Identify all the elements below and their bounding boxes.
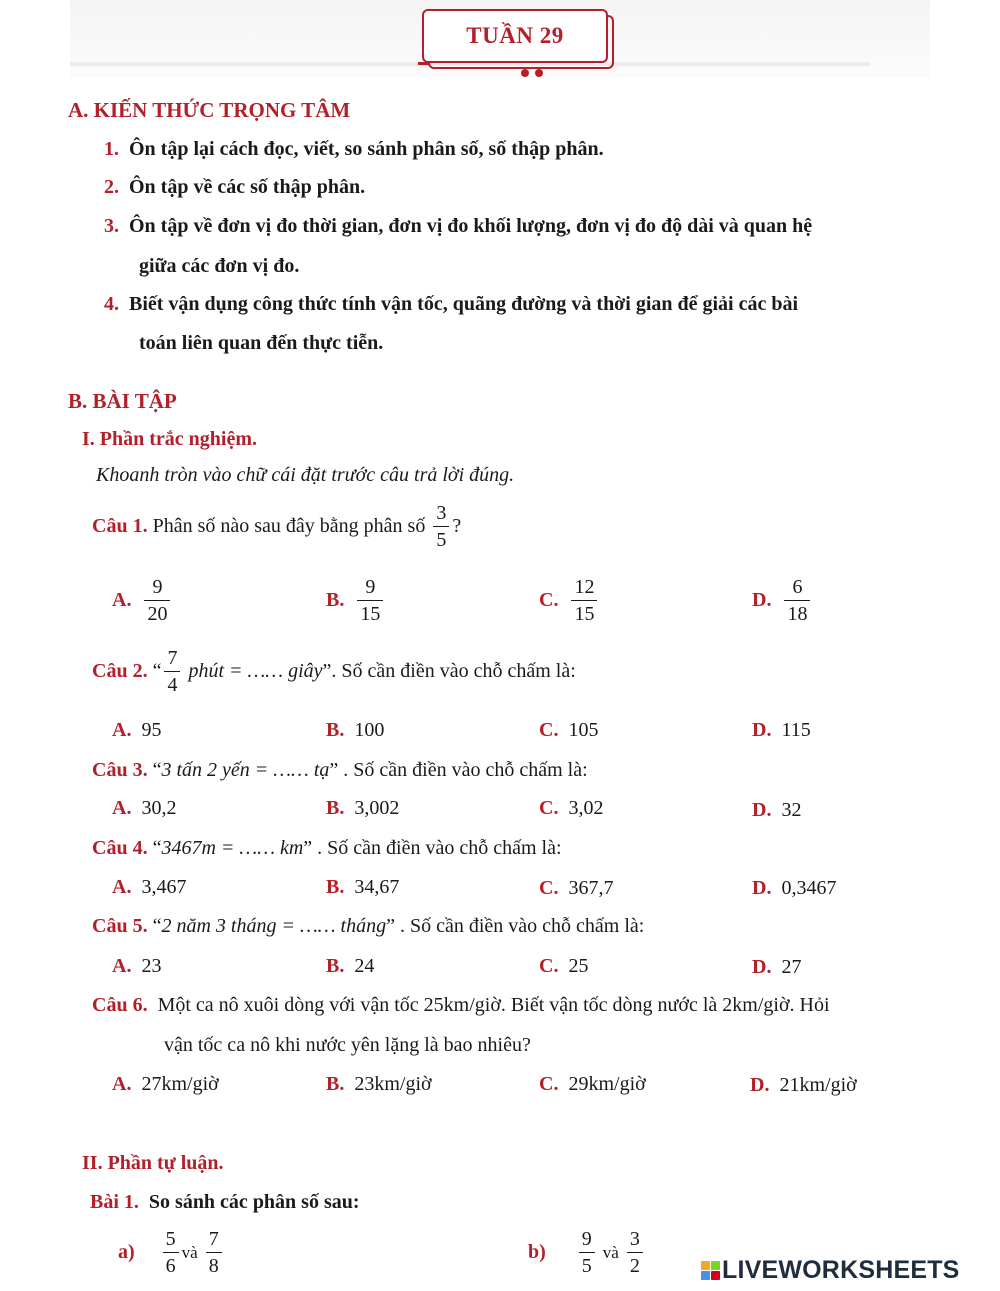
- answer-option-a[interactable]: A. 95: [112, 719, 162, 741]
- answer-option-d[interactable]: D. 27: [752, 956, 802, 978]
- exercise-1a: a) $\frac{5}{6}$ và $\frac{7}{8}$: [118, 1229, 225, 1276]
- title-decoration-line: [418, 62, 430, 65]
- answer-option-c[interactable]: C. 3,02: [539, 797, 604, 819]
- section-a-heading: A. KIẾN THỨC TRỌNG TÂM: [68, 98, 351, 122]
- answer-option-a[interactable]: A. 3,467: [112, 876, 187, 898]
- liveworksheets-icon: [701, 1261, 720, 1280]
- answer-option-c[interactable]: C. 105: [539, 719, 599, 741]
- answer-option-d[interactable]: D. 0,3467: [752, 877, 837, 899]
- list-item: 2. Ôn tập về các số thập phân.: [104, 176, 366, 198]
- question-2: Câu 2. “ $\frac{7}{4}$ phút = …… giây ”. Số cần điền vào chỗ chấm là:: [92, 647, 576, 696]
- liveworksheets-logo: LIVEWORKSHEETS: [701, 1256, 960, 1285]
- answer-option-d[interactable]: D. 115: [752, 719, 811, 741]
- answer-option-b[interactable]: B. 3,002: [326, 797, 400, 819]
- answer-option-c[interactable]: C. 25: [539, 955, 589, 977]
- exercise-1b: b) $\frac{9}{5}$ và $\frac{3}{2}$: [528, 1229, 646, 1276]
- answer-option-a[interactable]: A. 27km/giờ: [112, 1073, 219, 1095]
- answer-option-d[interactable]: D. $\frac{6}{18}$: [752, 577, 813, 624]
- answer-option-d[interactable]: D. 21km/giờ: [750, 1074, 857, 1096]
- question-5: Câu 5. “2 năm 3 tháng = …… tháng” . Số cần điền vào chỗ chấm là:: [92, 915, 645, 937]
- title-decoration-dot: [535, 69, 543, 77]
- answer-option-b[interactable]: B. 34,67: [326, 876, 400, 898]
- answer-option-a[interactable]: A. $\frac{9}{20}$: [112, 577, 173, 624]
- part2-heading: II. Phần tự luận.: [82, 1152, 224, 1174]
- question-1: Câu 1. Phân số nào sau đây bằng phân số $\frac{3}{5}$ ?: [92, 502, 462, 551]
- answer-option-a[interactable]: A. 23: [112, 955, 162, 977]
- question-6: Câu 6. Một ca nô xuôi dòng với vận tốc 25km/giờ. Biết vận tốc dòng nước là 2km/giờ. Hỏi: [92, 994, 830, 1016]
- question-6-continuation: vận tốc ca nô khi nước yên lặng là bao nhiêu?: [164, 1034, 531, 1056]
- answer-option-b[interactable]: B. 24: [326, 955, 375, 977]
- title-decoration-dot: [521, 69, 529, 77]
- section-b-heading: B. BÀI TẬP: [68, 389, 177, 413]
- answer-option-c[interactable]: C. $\frac{12}{15}$: [539, 577, 600, 624]
- part1-heading: I. Phần trắc nghiệm.: [82, 428, 257, 450]
- answer-option-c[interactable]: C. 29km/giờ: [539, 1073, 646, 1095]
- list-item: 3. Ôn tập về đơn vị đo thời gian, đơn vị đo khối lượng, đơn vị đo độ dài và quan hệ: [104, 215, 813, 237]
- answer-option-a[interactable]: A. 30,2: [112, 797, 177, 819]
- answer-option-b[interactable]: B. 23km/giờ: [326, 1073, 432, 1095]
- question-4: Câu 4. “3467m = …… km” . Số cần điền vào chỗ chấm là:: [92, 837, 562, 859]
- page-title: TUẦN 29: [422, 9, 608, 63]
- list-item-continuation: giữa các đơn vị đo.: [139, 255, 300, 277]
- answer-option-b[interactable]: B. 100: [326, 719, 385, 741]
- answer-option-b[interactable]: B. $\frac{9}{15}$: [326, 577, 386, 624]
- answer-option-d[interactable]: D. 32: [752, 799, 802, 821]
- fraction: $\frac{3}{5}$: [433, 503, 449, 550]
- instruction-text: Khoanh tròn vào chữ cái đặt trước câu trả lời đúng.: [96, 464, 515, 486]
- list-item-continuation: toán liên quan đến thực tiễn.: [139, 332, 384, 354]
- answer-option-c[interactable]: C. 367,7: [539, 877, 614, 899]
- list-item: 1. Ôn tập lại cách đọc, viết, so sánh phân số, số thập phân.: [104, 138, 604, 160]
- exercise-1: Bài 1. So sánh các phân số sau:: [90, 1191, 360, 1213]
- list-item: 4. Biết vận dụng công thức tính vận tốc, quãng đường và thời gian để giải các bài: [104, 293, 799, 315]
- question-3: Câu 3. “3 tấn 2 yến = …… tạ” . Số cần điền vào chỗ chấm là:: [92, 759, 588, 781]
